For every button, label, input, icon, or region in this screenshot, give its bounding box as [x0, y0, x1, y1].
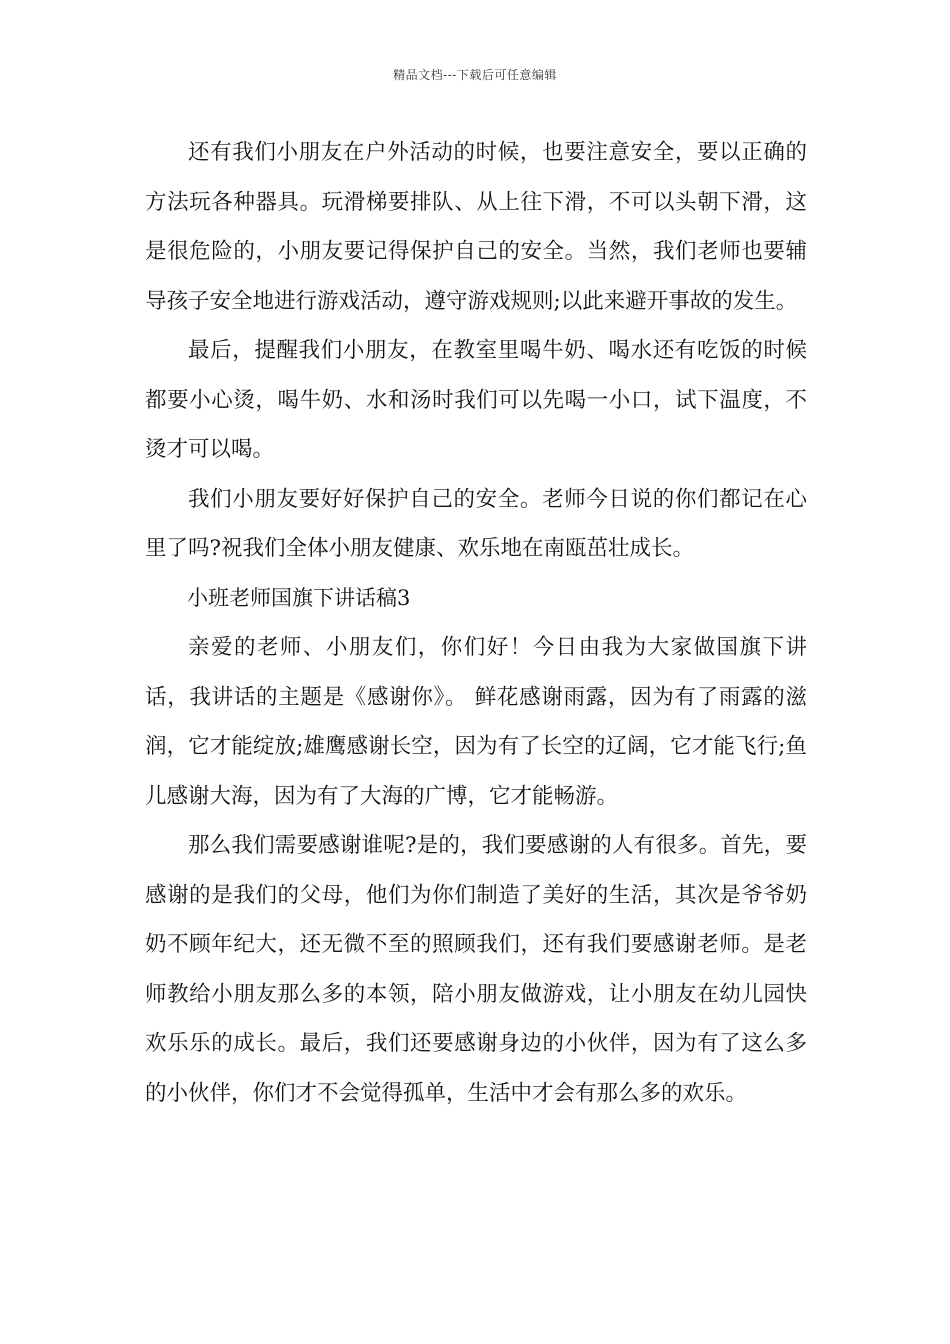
paragraph-outdoor-safety: 还有我们小朋友在户外活动的时候，也要注意安全，要以正确的方法玩各种器具。玩滑梯要排队、从上往下滑，不可以头朝下滑，这是很危险的，小朋友要记得保护自己的安全。当然，我们老师也要辅导孩子安全地进行游戏活动，遵守游戏规则;以此来避开事故的发生。	[145, 140, 807, 314]
paragraph-gratitude: 那么我们需要感谢谁呢?是的，我们要感谢的人有很多。首先，要感谢的是我们的父母，他们为你们制造了美好的生活，其次是爷爷奶奶不顾年纪大，还无微不至的照顾我们，还有我们要感谢老师。是老师教给小朋友那么多的本领，陪小朋友做游戏，让小朋友在幼儿园快欢乐乐的成长。最后，我们还要感谢身边的小伙伴，因为有了这么多的小伙伴，你们才不会觉得孤单，生活中才会有那么多的欢乐。	[145, 833, 807, 1106]
page-header: 精品文档---下载后可任意编辑	[393, 68, 557, 82]
paragraph-hot-drinks: 最后，提醒我们小朋友，在教室里喝牛奶、喝水还有吃饭的时候都要小心烫，喝牛奶、水和汤时我们可以先喝一小口，试下温度，不烫才可以喝。	[145, 338, 807, 462]
paragraph-closing-wish: 我们小朋友要好好保护自己的安全。老师今日说的你们都记在心里了吗?祝我们全体小朋友健康、欢乐地在南瓯茁壮成长。	[145, 486, 807, 561]
paragraph-greeting: 亲爱的老师、小朋友们，你们好！今日由我为大家做国旗下讲话，我讲话的主题是《感谢你》。 鲜花感谢雨露，因为有了雨露的滋润，它才能绽放;雄鹰感谢长空，因为有了长空的辽阔，它才能飞行;鱼儿感谢大海，因为有了大海的广博，它才能畅游。	[145, 635, 807, 809]
section-title: 小班老师国旗下讲话稿3	[187, 585, 411, 610]
document-body	[145, 128, 807, 1118]
